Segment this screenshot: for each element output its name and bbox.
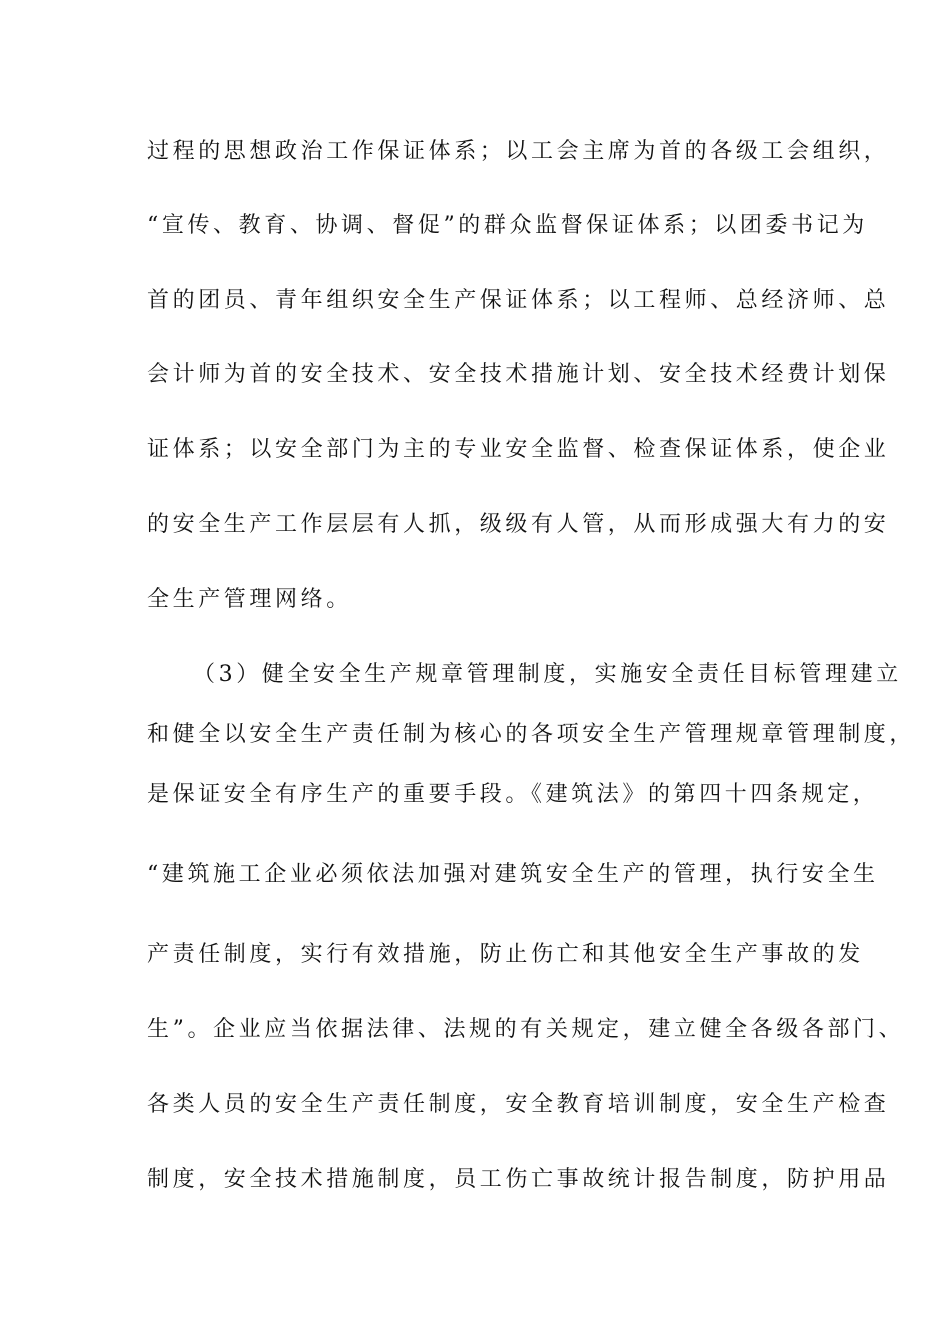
body-text-line: 过程的思想政治工作保证体系；以工会主席为首的各级工会组织，	[147, 139, 890, 164]
body-text-line: “宣传、教育、协调、督促”的群众监督保证体系；以团委书记为	[147, 213, 868, 238]
body-text-line: 制度，安全技术措施制度，员工伤亡事故统计报告制度，防护用品	[147, 1167, 890, 1192]
body-text-line: 和健全以安全生产责任制为核心的各项安全生产管理规章管理制度，	[147, 722, 916, 747]
body-text-line: 全生产管理网络。	[147, 587, 352, 612]
body-text-line: 会计师为首的安全技术、安全技术措施计划、安全技术经费计划保	[147, 362, 890, 387]
body-text-line: 首的团员、青年组织安全生产保证体系；以工程师、总经济师、总	[147, 288, 890, 313]
body-text-line: 产责任制度，实行有效措施，防止伤亡和其他安全生产事故的发	[147, 942, 864, 967]
body-text-line: 是保证安全有序生产的重要手段。《建筑法》的第四十四条规定，	[147, 782, 879, 807]
body-text-line: 证体系；以安全部门为主的专业安全监督、检查保证体系，使企业	[147, 437, 890, 462]
body-text-line: 生”。企业应当依据法律、法规的有关规定，建立健全各级各部门、	[147, 1017, 905, 1042]
body-text-line: “建筑施工企业必须依法加强对建筑安全生产的管理，执行安全生	[147, 862, 879, 887]
section-heading-line: （3）健全安全生产规章管理制度，实施安全责任目标管理建立	[193, 662, 902, 687]
body-text-line: 各类人员的安全生产责任制度，安全教育培训制度，安全生产检查	[147, 1092, 890, 1117]
body-text-line: 的安全生产工作层层有人抓，级级有人管，从而形成强大有力的安	[147, 512, 890, 537]
